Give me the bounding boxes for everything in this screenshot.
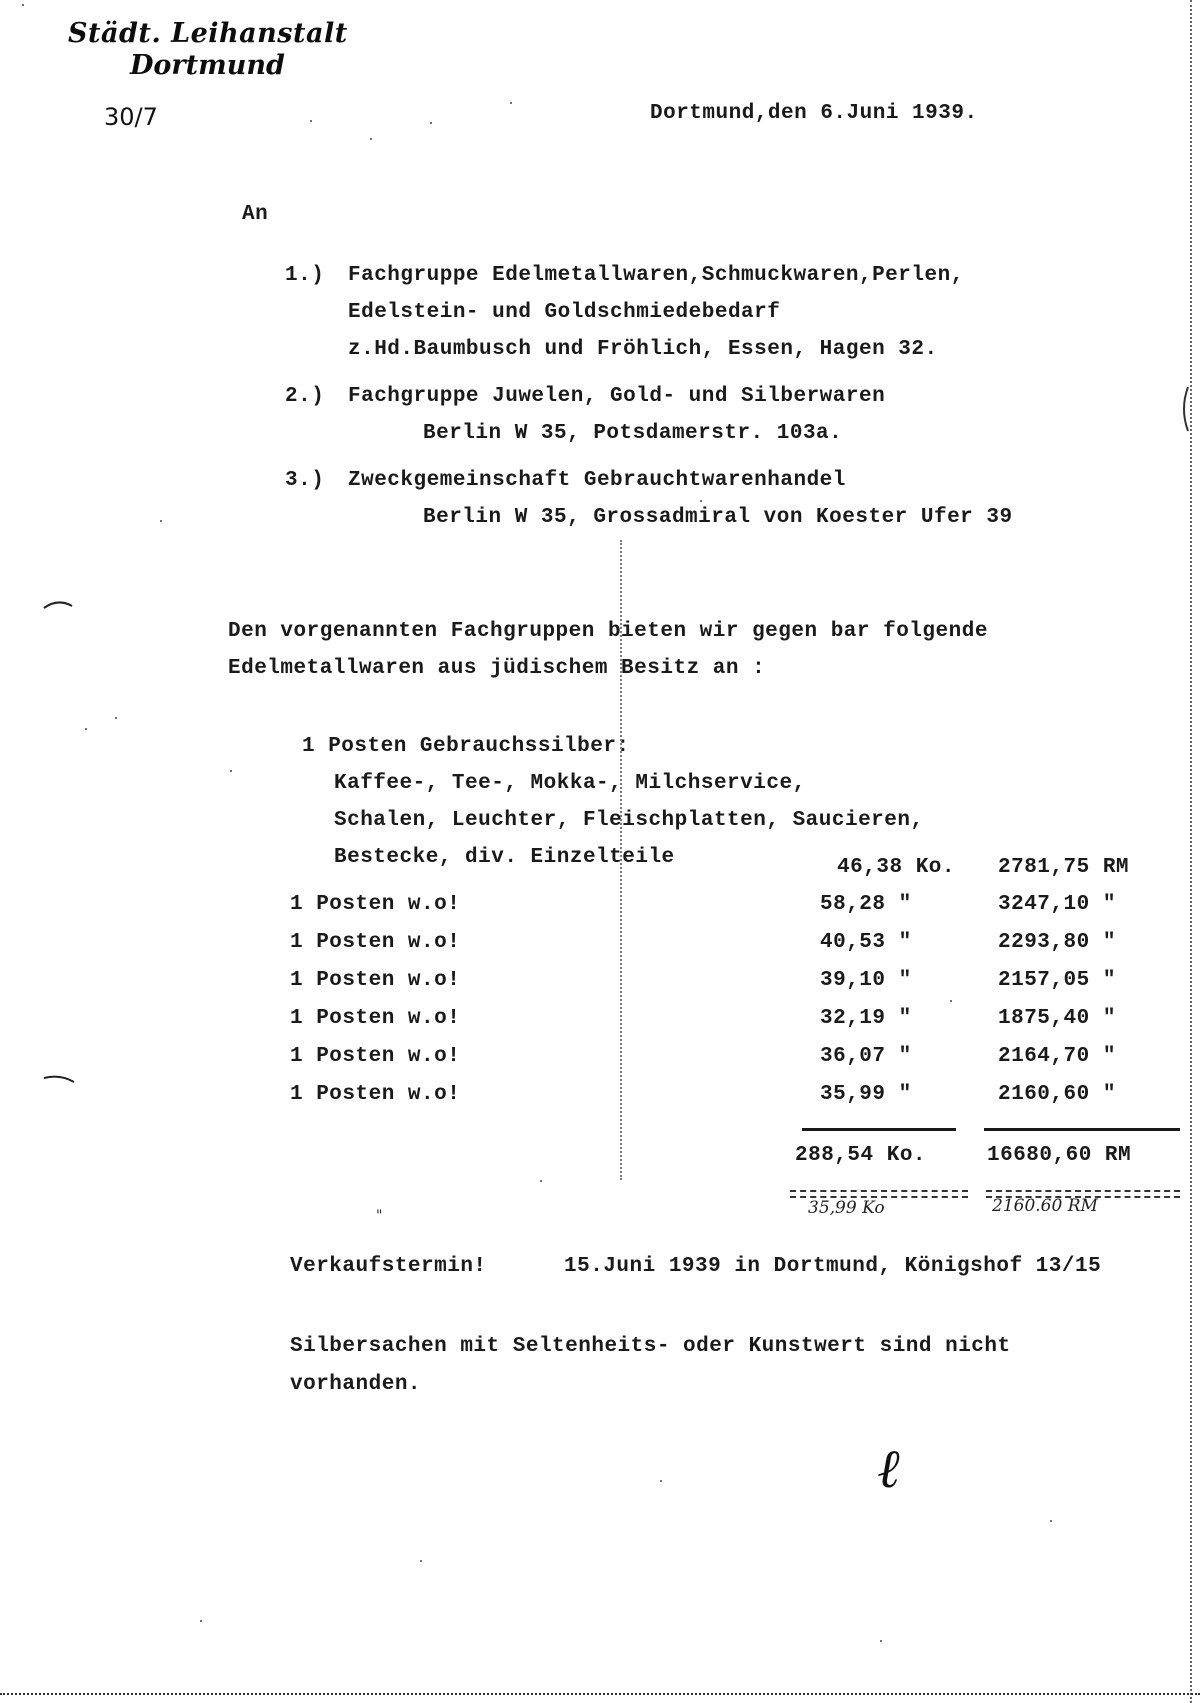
lot-amount: 2781,75 RM [998, 856, 1130, 879]
lot-weight: 39,10 " [820, 969, 912, 992]
sum-rule-weight [802, 1128, 956, 1131]
signature-initial: ℓ [878, 1436, 902, 1500]
lot-weight: 58,28 " [820, 893, 912, 916]
recipient-number: 3.) [285, 469, 325, 492]
handwritten-amount-note: 2160.60 RM [992, 1196, 1098, 1216]
scan-speck [510, 102, 512, 104]
scan-speck [660, 1480, 662, 1482]
lot-amount: 1875,40 " [998, 1007, 1116, 1030]
dateline: Dortmund,den 6.Juni 1939. [650, 102, 978, 125]
lot-weight: 40,53 " [820, 931, 912, 954]
scan-speck [1050, 1520, 1052, 1522]
recipient-line: Fachgruppe Edelmetallwaren,Schmuckwaren,Perlen, [348, 264, 964, 287]
lot-weight: 36,07 " [820, 1045, 912, 1068]
punch-hole-mark-lower [40, 1070, 80, 1090]
closing-line: Silbersachen mit Seltenheits- oder Kunstwert sind nicht [290, 1335, 1011, 1358]
recipient-number: 2.) [285, 385, 325, 408]
lot-label: 1 Posten w.o! [290, 1083, 461, 1106]
lot-description-line: Schalen, Leuchter, Fleischplatten, Saucieren, [334, 809, 924, 832]
lot-label: 1 Posten w.o! [290, 931, 461, 954]
scan-speck [200, 1620, 202, 1622]
letterhead-city: Dortmund [130, 50, 285, 81]
recipient-line: Berlin W 35, Potsdamerstr. 103a. [423, 422, 843, 445]
total-amount: 16680,60 RM [987, 1144, 1132, 1167]
lot-amount: 2293,80 " [998, 931, 1116, 954]
page-edge-bottom [0, 1693, 1200, 1695]
scan-speck [370, 138, 372, 140]
scan-speck [230, 770, 232, 772]
closing-line: vorhanden. [290, 1373, 422, 1396]
recipient-line: Edelstein- und Goldschmiedebedarf [348, 301, 781, 324]
reference-number: 30/7 [104, 103, 158, 131]
recipient-line: z.Hd.Baumbusch und Fröhlich, Essen, Hagen 32. [348, 338, 938, 361]
lot-amount: 3247,10 " [998, 893, 1116, 916]
lot-label: 1 Posten w.o! [290, 1045, 461, 1068]
intro-line: Edelmetallwaren aus jüdischem Besitz an : [228, 657, 766, 680]
lot-weight: 46,38 Ko. [837, 856, 955, 879]
lot-description-heading: 1 Posten Gebrauchssilber: [302, 735, 630, 758]
scan-speck [430, 122, 432, 124]
recipient-line: Fachgruppe Juwelen, Gold- und Silberwaren [348, 385, 886, 408]
lot-amount: 2160,60 " [998, 1083, 1116, 1106]
letterhead-institution: Städt. Leihanstalt [68, 18, 348, 49]
sale-date-label: Verkaufstermin! [290, 1255, 487, 1278]
scan-speck [85, 728, 87, 730]
total-weight: 288,54 Ko. [795, 1144, 927, 1167]
scan-speck [880, 1640, 882, 1642]
sale-date-text: 15.Juni 1939 in Dortmund, Königshof 13/15 [564, 1255, 1102, 1278]
lot-label: 1 Posten w.o! [290, 893, 461, 916]
lot-weight: 32,19 " [820, 1007, 912, 1030]
lot-label: 1 Posten w.o! [290, 1007, 461, 1030]
handwritten-ditto-mark: " [376, 1208, 383, 1224]
margin-bracket-mark [1178, 385, 1192, 435]
lot-amount: 2164,70 " [998, 1045, 1116, 1068]
scan-speck [420, 1560, 422, 1562]
intro-line: Den vorgenannten Fachgruppen bieten wir gegen bar folgende [228, 620, 988, 643]
scan-speck [540, 1180, 542, 1182]
recipient-line: Zweckgemeinschaft Gebrauchtwarenhandel [348, 469, 846, 492]
recipient-number: 1.) [285, 264, 325, 287]
lot-label: 1 Posten w.o! [290, 969, 461, 992]
lot-description-line: Kaffee-, Tee-, Mokka-, Milchservice, [334, 772, 806, 795]
lot-amount: 2157,05 " [998, 969, 1116, 992]
scan-speck [160, 520, 162, 522]
double-underline-weight [790, 1190, 968, 1198]
handwritten-weight-note: 35,99 Ko [808, 1198, 885, 1218]
scan-speck [950, 1000, 952, 1002]
sum-rule-amount [984, 1128, 1180, 1131]
scan-speck [115, 717, 117, 719]
page-edge-right [1190, 0, 1194, 1703]
scan-speck [310, 120, 312, 122]
scan-speck [22, 4, 24, 6]
punch-hole-mark-upper [40, 596, 80, 616]
recipient-line: Berlin W 35, Grossadmiral von Koester Ufer 39 [423, 506, 1013, 529]
salutation: An [242, 203, 269, 226]
scan-speck [700, 500, 702, 502]
fold-line [620, 540, 622, 1180]
lot-description-line: Bestecke, div. Einzelteile [334, 846, 675, 869]
lot-weight: 35,99 " [820, 1083, 912, 1106]
